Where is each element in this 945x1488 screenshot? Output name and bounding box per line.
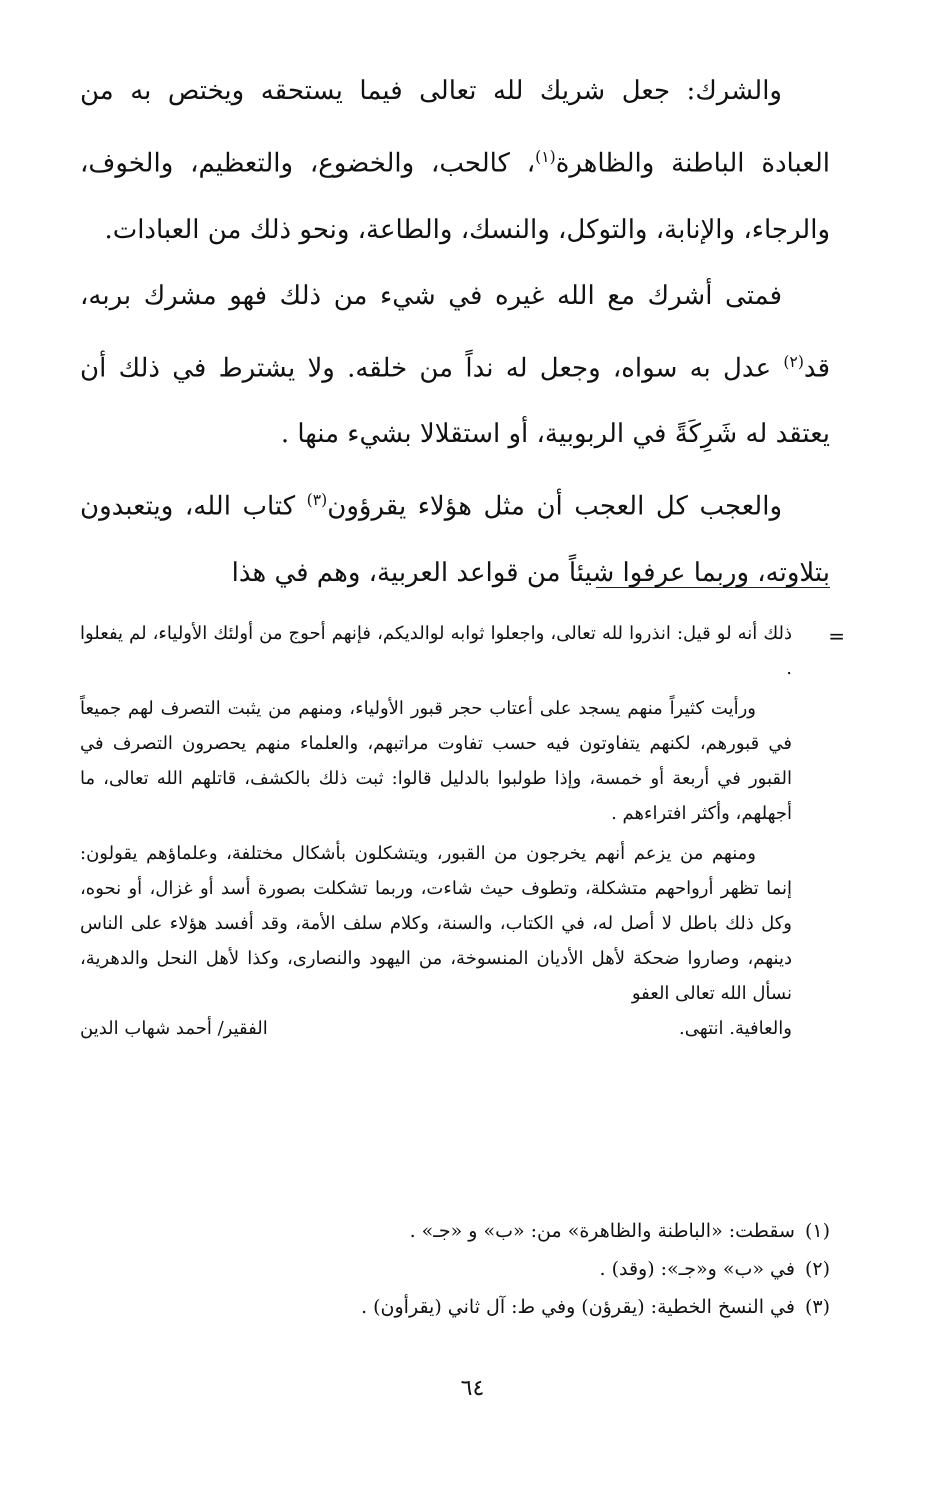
main-paragraph-2-rest: عدل به سواه، وجعل له نداً من خلقه. ولا يشترط في ذلك أن يعتقد له شَرِكَةً في الربوبية، أو استقلالا بشيء منها . — [80, 353, 830, 450]
footnote-paragraph-2: ورأيت كثيراً منهم يسجد على أعتاب حجر قبور الأولياء، ومنهم من يثبت التصرف لهم جميعاً في قبورهم، لكنهم يتفاوتون فيه حسب تفاوت مراتبهم، والعلماء منهم يحصرون التصرف في القبور في أربعة أو خمسة، وإذا طولبوا بالدليل قالوا: ثبت ذلك بالكشف، قاتلهم الله تعالى، ما أجهلهم، وأكثر افتراءهم . — [80, 698, 792, 824]
footnote-continuation — [80, 616, 792, 1046]
footnote-paragraph-1: ذلك أنه لو قيل: انذروا لله تعالى، واجعلوا ثوابه لوالديكم، فإنهم أحوج من أولئك الأولياء، لم يفعلوا . — [80, 623, 792, 679]
footnote-signature: الفقير/ أحمد شهاب الدين — [80, 1018, 268, 1039]
footnote-3 — [80, 1288, 830, 1326]
main-paragraph-2 — [80, 263, 830, 468]
footnote-ref-1: (١) — [535, 148, 556, 166]
main-paragraph-1-text: والشرك: جعل شريك لله تعالى فيما يستحقه ويختص به من العبادة الباطنة والظاهرة — [80, 76, 830, 179]
footnote-2 — [80, 1250, 830, 1288]
footnote-number: (٢) — [804, 1258, 830, 1280]
page-number: ٦٤ — [460, 1376, 485, 1401]
footnote-paragraph-3: ومنهم من يزعم أنهم يخرجون من القبور، ويتشكلون بأشكال مختلفة، وعلماؤهم يقولون: إنما تظهر أرواحهم متشكلة، وتطوف حيث شاءت، وربما تشكلت بصورة أسد أو غزال، أو نحوه، وكل ذلك باطل لا أصل له، في الكتاب، والسنة، وكلام سلف الأمة، وقد أفسد هؤلاء على الناس دينهم، وصاروا ضحكة لأهل الأديان المنسوخة، من اليهود والنصارى، وكذا لأهل النحل والدهرية، نسأل الله تعالى العفو — [80, 843, 792, 1004]
footnote-text: سقطت: «الباطنة والظاهرة» من: «ب» و «جـ» . — [409, 1220, 795, 1242]
footnote-ref-3: (٣) — [306, 491, 328, 510]
main-paragraph-2-text: فمتى أشرك مع الله غيره في شيء من ذلك فهو مشرك بربه، قد — [80, 280, 830, 384]
footnote-closing-line — [80, 1011, 792, 1046]
footnote-number: (١) — [804, 1220, 830, 1242]
footnotes-list — [80, 1212, 830, 1326]
footnote-ending: والعافية. انتهى. — [679, 1018, 792, 1039]
main-paragraph-3-rest: كتاب الله، ويتعبدون بتلاوته، وربما عرفوا شيئاً من قواعد العربية، وهم في هذا — [80, 491, 830, 588]
main-paragraph-1 — [80, 58, 830, 263]
footnote-text: في النسخ الخطية: (يقرؤن) وفي ط: آل ثاني (يقرأون) . — [361, 1296, 795, 1318]
main-text — [80, 58, 830, 606]
footnote-ref-2: (٢) — [783, 352, 804, 371]
footnote-number: (٣) — [804, 1296, 830, 1318]
footnote-text: في «ب» و«جـ»: (وقد) . — [599, 1258, 795, 1280]
main-paragraph-3-text: والعجب كل العجب أن مثل هؤلاء يقرؤون — [327, 491, 783, 522]
main-paragraph-3 — [80, 467, 830, 606]
footnote-separator — [596, 587, 830, 588]
main-paragraph-1-rest: ، كالحب، والخضوع، والتعظيم، والخوف، والرجاء، والإنابة، والتوكل، والنسك، والطاعة، ونحو ذلك من العبادات. — [80, 148, 830, 245]
footnote-1 — [80, 1212, 830, 1250]
continuation-mark: = — [828, 624, 845, 648]
